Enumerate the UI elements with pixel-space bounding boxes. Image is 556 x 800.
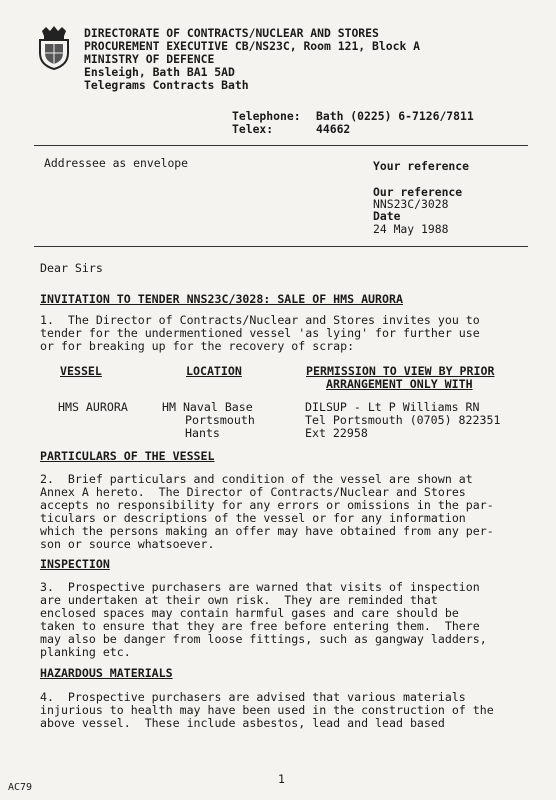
section4-line-1: 4. Prospective purchasers are advised that various materials [40, 690, 466, 704]
salutation: Dear Sirs [40, 261, 103, 275]
letterhead-line-3: MINISTRY OF DEFENCE [84, 52, 215, 66]
permission-header-2: ARRANGEMENT ONLY WITH [326, 377, 473, 391]
our-reference-value: NNS23C/3028 [373, 197, 449, 211]
date-label: Date [373, 209, 401, 223]
section2-line-4: ticulars or descriptions of the vessel or for any information [40, 511, 466, 525]
section2-line-6: son or source whatsoever. [40, 537, 215, 551]
date-value: 24 May 1988 [373, 222, 449, 236]
letterhead-divider [34, 145, 528, 146]
section4-heading: HAZARDOUS MATERIALS [40, 666, 173, 680]
section3-heading: INSPECTION [40, 557, 110, 571]
para1-line-3: or for breaking up for the recovery of scrap: [40, 339, 355, 353]
section4-line-2: injurious to health may have been used in the construction of the [40, 703, 494, 717]
section3-line-6: planking etc. [40, 645, 131, 659]
letterhead-line-5: Telegrams Contracts Bath [84, 78, 249, 92]
addressee: Addressee as envelope [44, 156, 189, 170]
section2-heading: PARTICULARS OF THE VESSEL [40, 449, 215, 463]
section3-line-1: 3. Prospective purchasers are warned that visits of inspection [40, 580, 480, 594]
telephone-value: Bath (0225) 6-7126/7811 [316, 109, 474, 123]
your-reference-label: Your reference [373, 159, 470, 173]
section2-line-1: 2. Brief particulars and condition of the vessel are shown at [40, 472, 473, 486]
vessel-name: HMS AURORA [58, 400, 128, 414]
telex-label: Telex: [232, 122, 274, 136]
section3-line-2: are undertaken at their own risk. They are reminded that [40, 593, 438, 607]
contact-line-1: DILSUP - Lt P Williams RN [305, 400, 480, 414]
section2-line-5: which the persons making an offer may have obtained from any per- [40, 524, 494, 538]
page-number: 1 [278, 772, 285, 786]
section3-line-5: may also be danger from loose fittings, such as gangway ladders, [40, 632, 487, 646]
location-line-2: Portsmouth [185, 413, 255, 427]
telex-value: 44662 [316, 122, 351, 136]
address-divider [34, 246, 528, 247]
location-line-3: Hants [185, 426, 220, 440]
letterhead-line-1: DIRECTORATE OF CONTRACTS/NUCLEAR AND STORES [84, 26, 379, 40]
para1-line-2: tender for the undermentioned vessel 'as lying' for further use [40, 326, 480, 340]
section4-line-3: above vessel. These include asbestos, lead and lead based [40, 716, 445, 730]
section3-line-3: enclosed spaces may contain harmful gases and care should be [40, 606, 459, 620]
contact-line-2: Tel Portsmouth (0705) 822351 [305, 413, 501, 427]
section2-line-2: Annex A hereto. The Director of Contracts/Nuclear and Stores [40, 485, 466, 499]
location-header: LOCATION [186, 364, 242, 378]
para1-line-1: 1. The Director of Contracts/Nuclear and Stores invites you to [40, 313, 480, 327]
form-code: AC79 [8, 782, 33, 793]
location-line-1: HM Naval Base [162, 400, 253, 414]
contact-line-3: Ext 22958 [305, 426, 368, 440]
section3-line-4: taken to ensure that they are free before entering them. There [40, 619, 480, 633]
permission-header-1: PERMISSION TO VIEW BY PRIOR [306, 364, 495, 378]
royal-crest-icon [34, 25, 74, 71]
letterhead-line-4: Ensleigh, Bath BA1 5AD [84, 65, 235, 79]
vessel-header: VESSEL [60, 364, 102, 378]
telephone-label: Telephone: [232, 109, 301, 123]
our-reference-label: Our reference [373, 185, 463, 199]
letterhead-line-2: PROCUREMENT EXECUTIVE CB/NS23C, Room 121, Block A [84, 39, 421, 53]
section2-line-3: accepts no responsibility for any errors or omissions in the par- [40, 498, 494, 512]
document-title: INVITATION TO TENDER NNS23C/3028: SALE OF HMS AURORA [40, 292, 403, 306]
